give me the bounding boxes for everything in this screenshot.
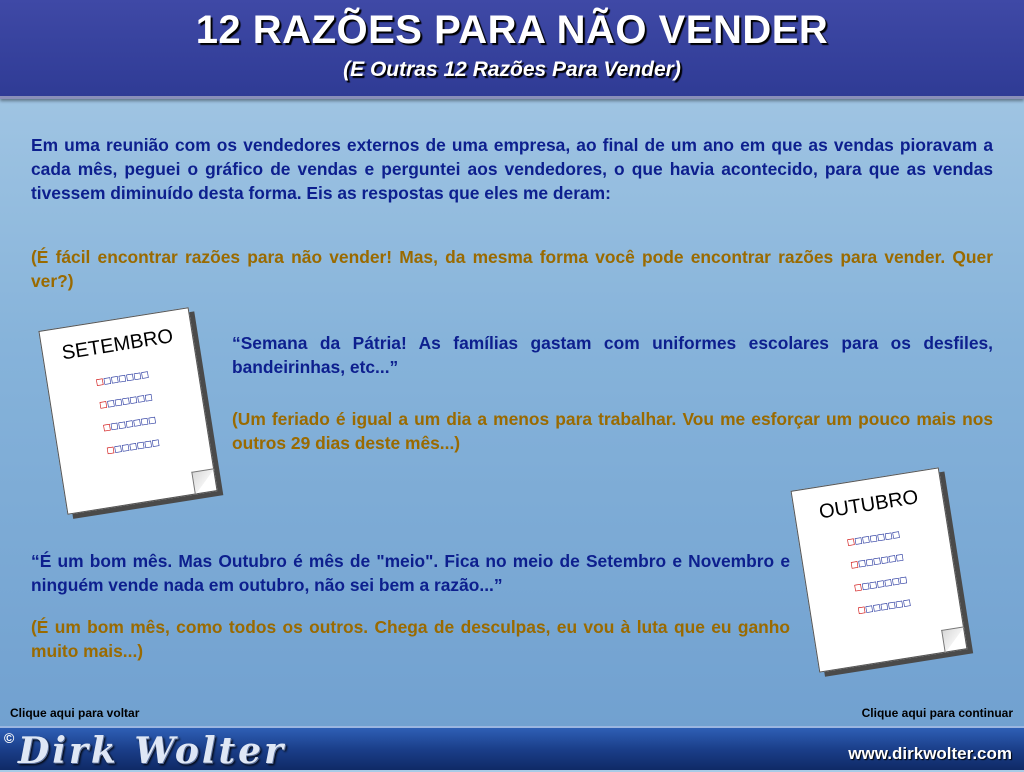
note-row: □□□□□□□ bbox=[846, 527, 902, 549]
page-title: 12 RAZÕES PARA NÃO VENDER bbox=[195, 8, 829, 52]
note-row: □□□□□□□ bbox=[853, 572, 909, 594]
note-row: □□□□□□□ bbox=[106, 435, 161, 457]
note-row: □□□□□□□ bbox=[850, 550, 905, 572]
note-row: □□□□□□□ bbox=[98, 390, 154, 412]
continue-link[interactable]: Clique aqui para continuar bbox=[861, 706, 1013, 720]
october-quote: “É um bom mês. Mas Outubro é mês de "meio". Fica no meio de Setembro e Novembro e ninguém vende nada em outubro, não sei bem a razão...” bbox=[31, 551, 790, 595]
intro-paragraph: Em uma reunião com os vendedores externos de uma empresa, ao final de um ano em que as vendas pioravam a cada mês, peguei o gráfico de vendas e perguntei aos vendedores, o que havia acontecido, para que as vendas tivessem diminuído desta forma. Eis as respostas que eles me deram: bbox=[31, 135, 993, 203]
note-row: □□□□□□□ bbox=[857, 595, 913, 617]
website-url[interactable]: www.dirkwolter.com bbox=[848, 744, 1012, 763]
slide-header bbox=[0, 0, 1024, 99]
note-month-label: OUTUBRO bbox=[817, 486, 920, 524]
back-link[interactable]: Clique aqui para voltar bbox=[10, 706, 140, 720]
september-response: (Um feriado é igual a um dia a menos para trabalhar. Vou me esforçar um pouco mais nos outros 29 dias deste mês...) bbox=[232, 409, 993, 453]
note-month-label: SETEMBRO bbox=[60, 325, 175, 365]
september-note-image bbox=[38, 307, 217, 514]
note-row: □□□□□□□ bbox=[102, 412, 158, 434]
october-response: (É um bom mês, como todos os outros. Chega de desculpas, eu vou à luta que eu ganho muito mais...) bbox=[31, 617, 790, 661]
note-placeholder-rows bbox=[799, 515, 960, 629]
october-note-image bbox=[791, 467, 968, 672]
note-row: □□□□□□□ bbox=[95, 367, 151, 389]
page-curl-icon bbox=[941, 626, 967, 652]
page-curl-icon bbox=[191, 468, 217, 494]
copyright-icon: © bbox=[4, 730, 15, 746]
september-quote: “Semana da Pátria! As famílias gastam com uniformes escolares para os desfiles, bandeirinhas, etc...” bbox=[232, 333, 993, 377]
page-subtitle: (E Outras 12 Razões Para Vender) bbox=[343, 58, 681, 81]
brand-logo: Dirk Wolter bbox=[18, 730, 287, 772]
intro-response: (É fácil encontrar razões para não vender! Mas, da mesma forma você pode encontrar razões para vender. Quer ver?) bbox=[31, 247, 993, 291]
footer-bar bbox=[0, 726, 1024, 770]
note-placeholder-rows bbox=[47, 355, 210, 469]
